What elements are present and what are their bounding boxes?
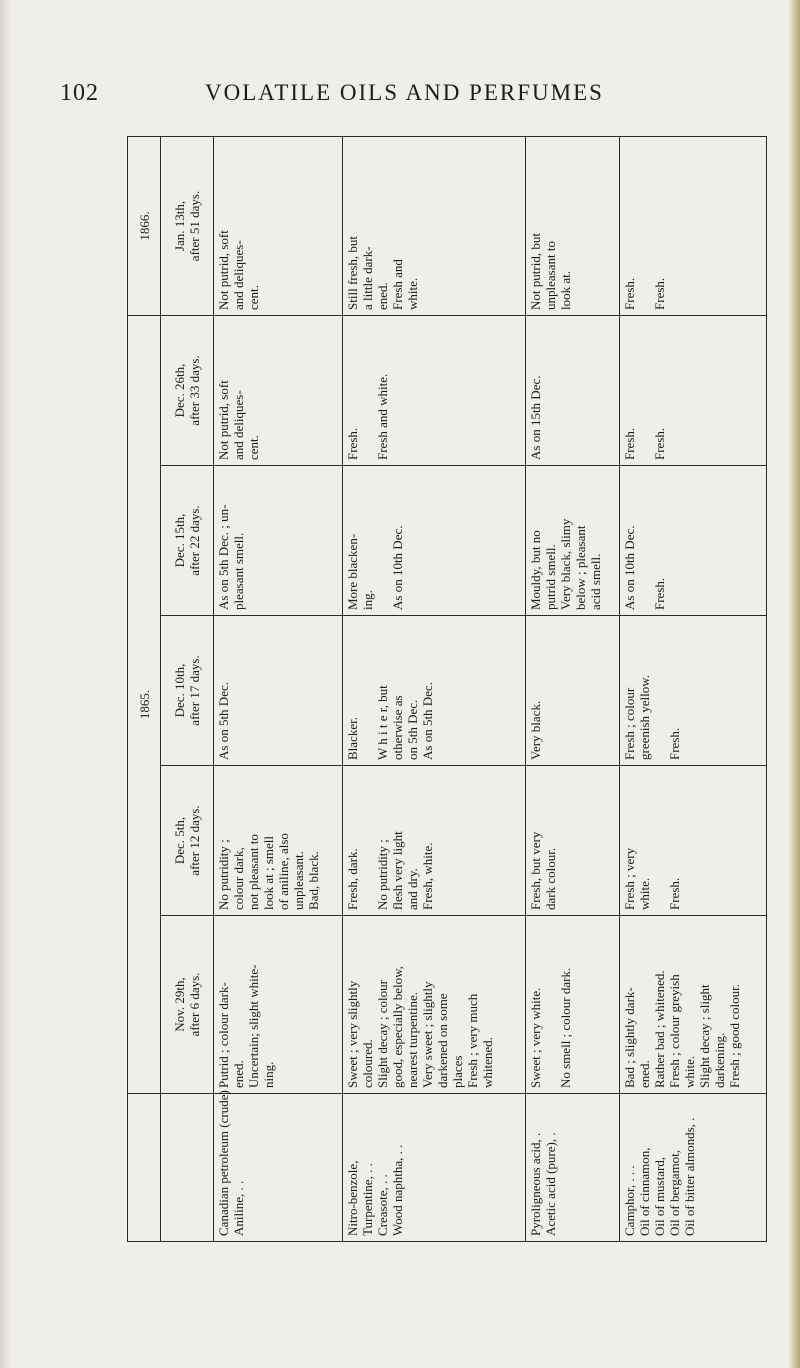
date-header-cell — [161, 466, 214, 616]
observation-line: places — [450, 1055, 466, 1088]
observation-cell — [214, 136, 343, 315]
date-header-cell — [161, 916, 214, 1094]
observation-line: Fresh ; good colour. — [726, 984, 742, 1088]
date-line: Jan. 13th, — [172, 200, 187, 252]
observation-line: Fresh. — [651, 577, 667, 610]
substance-name: Pyroligneous acid, . — [527, 1132, 543, 1236]
observation-cell — [214, 766, 343, 916]
corner-cell — [128, 1094, 161, 1242]
observation-line: cent. — [246, 435, 261, 460]
observation-cell — [525, 136, 619, 315]
observation-line: good, especially below, — [390, 966, 406, 1088]
observation-line: Still fresh, but — [345, 235, 361, 310]
observation-cell — [343, 466, 525, 616]
observation-line: Fresh. — [651, 277, 667, 310]
observation-line: darkened on some — [435, 993, 451, 1088]
substance-name: Wood naphtha, . . — [390, 1144, 406, 1236]
substance-name: Canadian petroleum (crude) — [216, 1090, 231, 1236]
observation-line: Fresh. — [621, 277, 637, 310]
observation-line — [360, 321, 375, 460]
substance-cell — [214, 1090, 343, 1242]
observation-line — [637, 471, 652, 610]
observation-line: colour dark, — [231, 847, 246, 910]
observation-line: unpleasant. — [291, 851, 306, 910]
substance-name: Oil of cinnamon, — [636, 1147, 652, 1236]
observation-line: Not putrid, soft — [216, 230, 231, 310]
observation-line: Very black. — [527, 700, 543, 760]
observation-line: Fresh ; colour — [621, 687, 637, 760]
observation-line: Sweet ; very white. — [527, 987, 543, 1088]
observation-line: As on 15th Dec. — [527, 375, 543, 460]
observation-line: and dry. — [405, 868, 421, 910]
observation-line: Mouldy, but no — [527, 530, 543, 610]
observation-cell — [343, 916, 525, 1094]
observation-line: Fresh ; very — [621, 847, 637, 910]
observation-line — [652, 621, 667, 760]
date-line: after 12 days. — [187, 805, 202, 876]
substance-cell — [525, 1094, 619, 1242]
date-line: Dec. 10th, — [172, 663, 187, 718]
observation-line: ened. — [231, 1060, 246, 1088]
observation-cell — [619, 916, 766, 1094]
observation-line: darkening. — [711, 1032, 727, 1088]
observation-line: and deliques- — [231, 390, 246, 460]
observation-line: Uncertain; slight white- — [246, 964, 261, 1088]
observation-cell — [525, 616, 619, 766]
substance-name: Creasote, . . — [375, 1174, 391, 1236]
table-row — [525, 136, 619, 1241]
observation-table — [127, 136, 767, 1242]
table-row — [214, 136, 343, 1241]
substance-name: Oil of bergamot, — [666, 1149, 682, 1236]
observation-line: and deliques- — [231, 240, 246, 310]
observation-line: coloured. — [360, 1039, 376, 1088]
observation-cell — [619, 766, 766, 916]
observation-line: Rather bad ; whitened. — [651, 970, 667, 1088]
date-header-cell — [161, 766, 214, 916]
observation-line: pleasant smell. — [231, 532, 246, 610]
observation-line: No putridity ; — [375, 839, 391, 910]
observation-line: Fresh and white. — [375, 373, 391, 460]
year-row — [128, 136, 161, 1241]
observation-line: Sweet ; very slightly — [345, 980, 361, 1088]
observation-line: Very sweet ; slightly — [420, 981, 436, 1088]
observation-cell — [214, 315, 343, 465]
substance-name: Acetic acid (pure), . — [542, 1132, 558, 1236]
observation-line: Fresh, dark. — [345, 848, 361, 910]
observation-line: Fresh, but very — [527, 831, 543, 910]
table-row — [619, 136, 766, 1241]
observation-line: As on 5th Dec. — [420, 682, 436, 760]
observation-cell — [525, 315, 619, 465]
observation-line: Not putrid, soft — [216, 380, 231, 460]
observation-line: Fresh. — [666, 727, 682, 760]
observation-line — [375, 471, 390, 610]
observation-line: W h i t e r, but — [375, 685, 391, 760]
substance-cell — [619, 1094, 766, 1242]
observation-cell — [619, 315, 766, 465]
observation-line: Fresh. — [345, 427, 361, 460]
observation-line: white. — [636, 877, 652, 910]
observation-cell — [619, 136, 766, 315]
observation-line: a little dark- — [360, 246, 376, 310]
observation-line: Bad, black. — [306, 851, 321, 910]
observation-line: below ; pleasant — [572, 525, 588, 610]
substance-name: Camphor, . . . — [621, 1165, 637, 1236]
date-header-cell — [161, 616, 214, 766]
observation-line: As on 5th Dec. ; un- — [216, 504, 231, 610]
observation-line: otherwise as — [390, 695, 406, 760]
observation-line: ing. — [360, 590, 376, 610]
date-line: Dec. 5th, — [172, 816, 187, 865]
observation-line — [360, 621, 375, 760]
observation-line: acid smell. — [587, 553, 603, 610]
observation-line: ened. — [375, 282, 391, 310]
observation-line: look at. — [557, 270, 573, 310]
date-header-cell — [161, 136, 214, 315]
observation-line: Slight decay ; colour — [375, 980, 391, 1088]
substance-name: Nitro-benzole, — [345, 1160, 361, 1236]
date-line: Dec. 26th, — [172, 363, 187, 418]
observation-line: not pleasant to — [246, 834, 261, 910]
observation-line: Fresh. — [666, 877, 682, 910]
page-edge-shadow — [0, 0, 12, 1368]
year-cell: 1866. — [128, 136, 161, 315]
observation-line: putrid smell. — [542, 544, 558, 610]
observation-cell — [343, 315, 525, 465]
observation-line: Bad ; slightly dark- — [621, 987, 637, 1088]
page-edge-tint — [788, 0, 800, 1368]
date-header-cell — [161, 315, 214, 465]
date-line: after 6 days. — [187, 972, 202, 1037]
observation-line: More blacken- — [345, 533, 361, 610]
observation-line: Not putrid, but — [527, 233, 543, 310]
observation-line: Fresh. — [651, 427, 667, 460]
substance-name: Aniline, . . — [231, 1180, 246, 1236]
observation-line: white. — [405, 277, 421, 310]
observation-cell — [214, 616, 343, 766]
observation-cell — [619, 466, 766, 616]
substance-name: Oil of bitter almonds, . — [681, 1117, 697, 1236]
observation-cell — [525, 916, 619, 1094]
observation-line — [637, 321, 652, 460]
observation-line: white. — [681, 1055, 697, 1088]
observation-line: Blacker. — [345, 717, 361, 760]
observation-line: unpleasant to — [542, 241, 558, 310]
running-title: VOLATILE OILS AND PERFUMES — [205, 80, 604, 105]
observation-cell — [525, 466, 619, 616]
observation-line: Slight decay ; slight — [696, 984, 712, 1088]
date-line: after 33 days. — [187, 355, 202, 426]
observation-line: Fresh ; very much — [465, 993, 481, 1088]
date-line: after 17 days. — [187, 655, 202, 726]
observation-cell — [343, 136, 525, 315]
observation-cell — [619, 616, 766, 766]
observation-line: Very black, slimy — [557, 518, 573, 610]
observation-line: look at ; smell — [261, 835, 276, 910]
observation-line: nearest turpentine. — [405, 991, 421, 1088]
observation-line — [637, 142, 652, 310]
observation-line: Fresh ; colour greyish — [666, 974, 682, 1088]
substance-name: Turpentine, . . — [360, 1163, 376, 1236]
corner-cell — [161, 1094, 214, 1242]
page-header — [60, 80, 760, 120]
observation-cell — [525, 766, 619, 916]
observation-line: on 5th Dec. — [405, 699, 421, 760]
observation-line: No smell ; colour dark. — [557, 967, 573, 1088]
page-number: 102 — [60, 80, 99, 106]
rotated-table-container — [127, 137, 767, 1242]
observation-line: ened. — [636, 1060, 652, 1088]
observation-line — [652, 771, 667, 910]
observation-line: ning. — [261, 1061, 276, 1088]
observation-cell — [214, 916, 343, 1094]
table-body — [128, 136, 767, 1241]
observation-line: As on 10th Dec. — [621, 525, 637, 610]
observation-cell — [214, 466, 343, 616]
observation-line: of aniline, also — [276, 833, 291, 910]
observation-line: As on 10th Dec. — [390, 525, 406, 610]
observation-line: cent. — [246, 285, 261, 310]
observation-line: No putridity ; — [216, 839, 231, 910]
observation-cell — [343, 616, 525, 766]
observation-cell — [343, 766, 525, 916]
observation-line — [360, 771, 375, 910]
observation-line: greenish yellow. — [636, 674, 652, 760]
substance-cell — [343, 1094, 525, 1242]
observation-line: flesh very light — [390, 831, 406, 910]
date-line: Nov. 29th, — [172, 977, 187, 1032]
observation-line — [543, 921, 558, 1088]
date-line: Dec. 15th, — [172, 513, 187, 568]
observation-line: dark colour. — [542, 847, 558, 910]
date-line: after 22 days. — [187, 505, 202, 576]
observation-line: whitened. — [480, 1037, 496, 1088]
observation-line: Putrid ; colour dark- — [216, 982, 231, 1088]
date-line: after 51 days. — [187, 190, 202, 262]
year-cell: 1865. — [128, 315, 161, 1093]
observation-line: Fresh and — [390, 259, 406, 310]
observation-line: Fresh. — [621, 427, 637, 460]
observation-line: As on 5th Dec. — [216, 682, 231, 760]
observation-line: Fresh, white. — [420, 842, 436, 910]
table-row — [343, 136, 525, 1241]
substance-name: Oil of mustard, — [651, 1156, 667, 1236]
date-row — [161, 136, 214, 1241]
